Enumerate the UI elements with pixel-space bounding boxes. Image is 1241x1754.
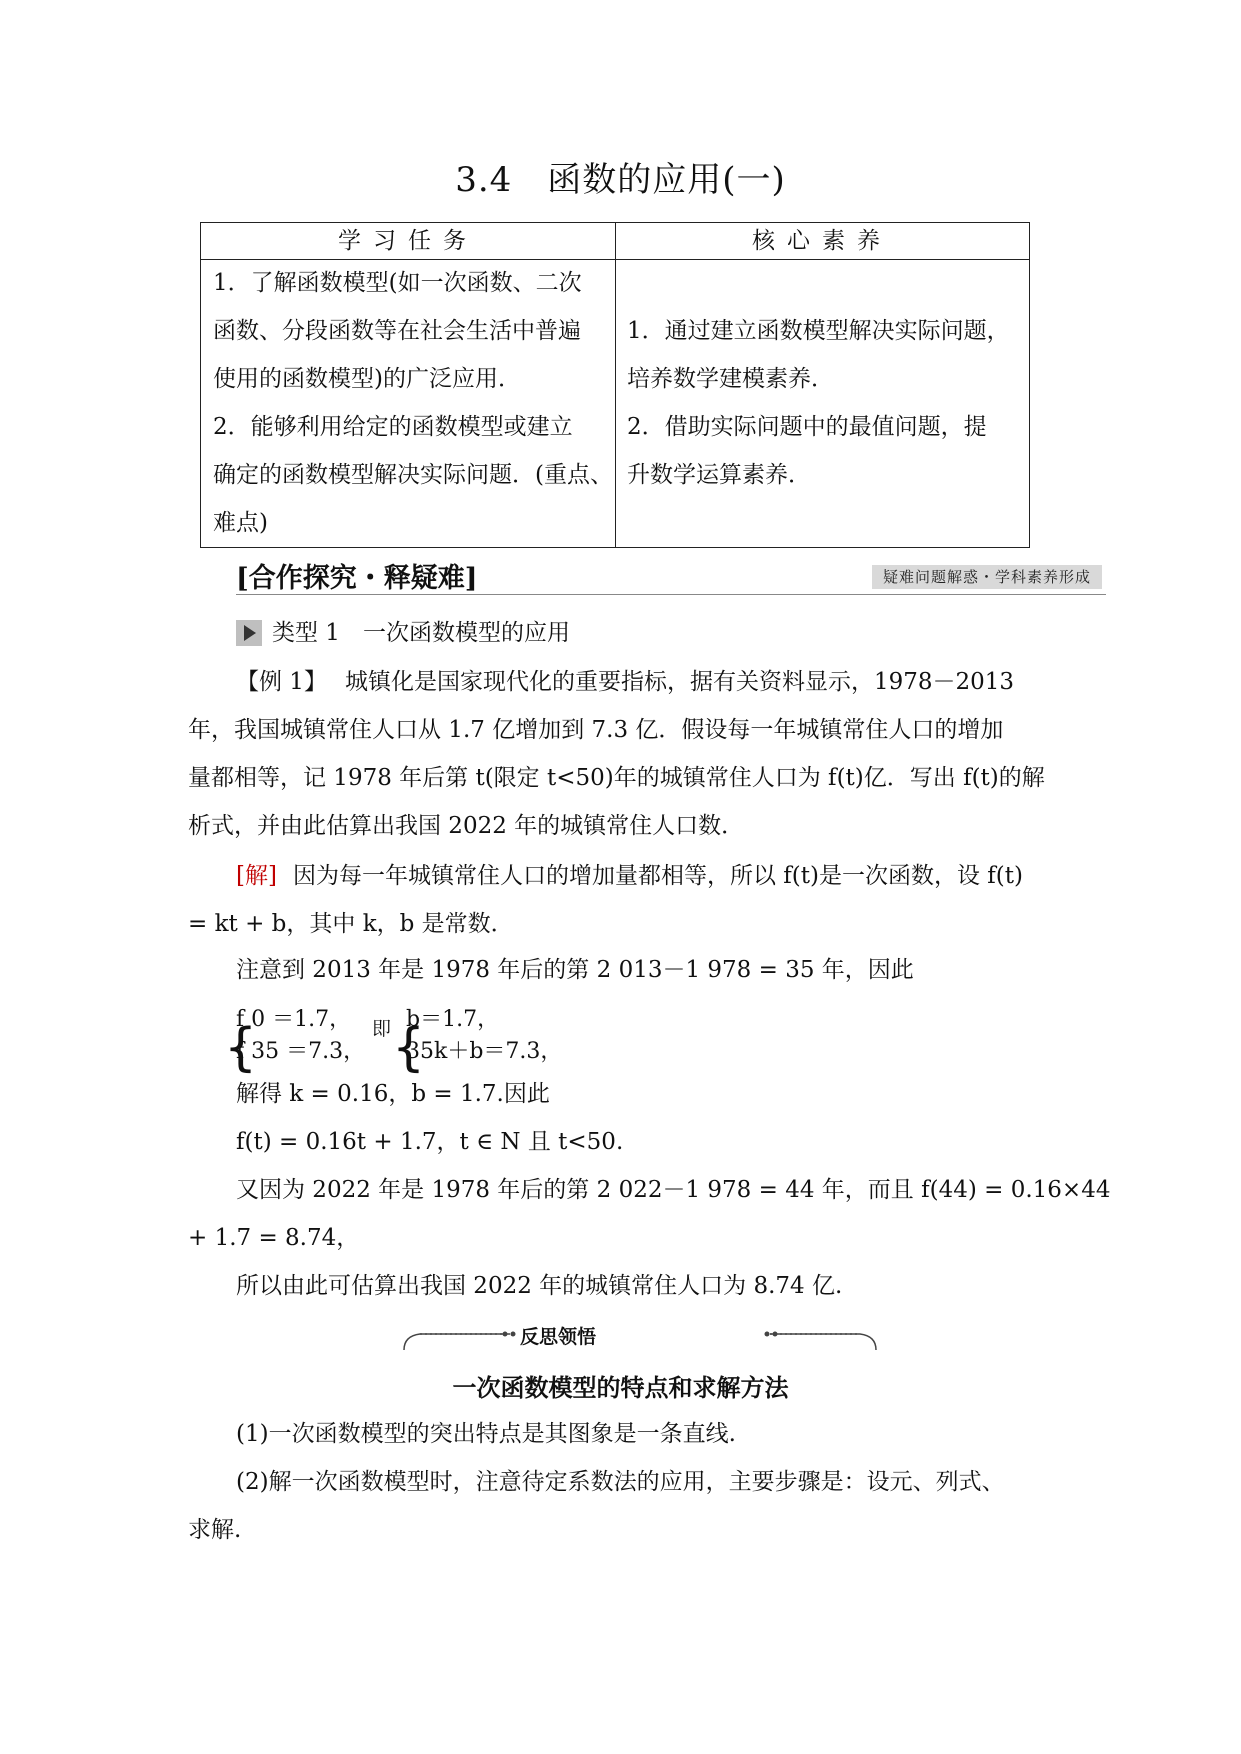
section-title: [合作探究・释疑难]	[236, 563, 478, 594]
table-divider	[615, 223, 616, 547]
section-tag: 疑难问题解惑・学科素养形成	[872, 565, 1102, 589]
solution-text: = kt + b，其中 k，b 是常数．	[188, 911, 514, 937]
table-header-literacy: 核心素养	[752, 228, 892, 254]
objectives-table	[200, 222, 1030, 548]
left-brace-2: {	[392, 1018, 426, 1078]
table-cell-line: 1．通过建立函数模型解决实际问题，	[627, 318, 1010, 344]
solution-text: 解得 k = 0.16，b = 1.7.因此	[236, 1081, 550, 1107]
solution-text: 因为每一年城镇常住人口的增加量都相等，所以 f(t)是一次函数，设 f(t)	[292, 863, 1023, 889]
example-text-line: 析式，并由此估算出我国 2022 年的城镇常住人口数．	[188, 813, 745, 839]
table-cell-line: 难点)	[213, 510, 268, 536]
system2-eq1: b＝1.7，	[406, 1007, 500, 1032]
table-cell-line: 1．了解函数模型(如一次函数、二次	[213, 270, 582, 296]
solution-first-line	[236, 852, 1023, 900]
reflect-text: (1)一次函数模型的突出特点是其图象是一条直线.	[236, 1421, 736, 1447]
page-title: 3.4 函数的应用(一)	[455, 160, 786, 200]
table-cell-line: 培养数学建模素养．	[627, 366, 834, 392]
example-text-line: 城镇化是国家现代化的重要指标，据有关资料显示，1978－2013	[344, 669, 1015, 695]
solution-text: 所以由此可估算出我国 2022 年的城镇常住人口为 8.74 亿.	[236, 1273, 843, 1299]
reflect-label: 反思领悟	[520, 1326, 597, 1348]
table-cell-line: 2．能够利用给定的函数模型或建立	[213, 414, 573, 440]
ji-label: 即	[372, 1018, 392, 1040]
system2-eq2: 35k＋b＝7.3，	[406, 1039, 563, 1064]
section-rule	[236, 594, 1106, 595]
reflect-text: 求解.	[188, 1517, 242, 1543]
type-heading	[236, 618, 570, 648]
table-cell-line: 升数学运算素养．	[627, 462, 811, 488]
example-text-line: 量都相等，记 1978 年后第 t(限定 t<50)年的城镇常住人口为 f(t)亿．写出 f(t)的解	[188, 765, 1045, 791]
table-cell-line: 使用的函数模型)的广泛应用．	[213, 366, 521, 392]
solution-text: f(t) = 0.16t + 1.7，t ∈ N 且 t<50.	[236, 1129, 624, 1155]
example-text-line: 年，我国城镇常住人口从 1.7 亿增加到 7.3 亿．假设每一年城镇常住人口的增加	[188, 717, 1004, 743]
table-cell-line: 2．借助实际问题中的最值问题，提	[627, 414, 987, 440]
play-triangle-icon	[236, 620, 262, 646]
reflect-heading: 一次函数模型的特点和求解方法	[452, 1374, 789, 1402]
left-brace-1: {	[224, 1018, 258, 1078]
solution-label: [解]	[236, 863, 277, 889]
solution-text: 注意到 2013 年是 1978 年后的第 2 013－1 978 = 35 年，因此	[236, 957, 914, 983]
reflect-text: (2)解一次函数模型时，注意待定系数法的应用，主要步骤是：设元、列式、	[236, 1469, 1005, 1495]
type-heading-text: 类型 1 一次函数模型的应用	[272, 620, 570, 646]
example-first-line	[236, 658, 1014, 706]
example-label: 【例 1】	[236, 669, 327, 695]
solution-text: 又因为 2022 年是 1978 年后的第 2 022－1 978 = 44 年，而且 f(44) = 0.16×44	[236, 1177, 1111, 1203]
reflect-divider	[400, 1318, 880, 1354]
table-header-tasks: 学习任务	[338, 228, 478, 254]
solution-text: + 1.7 = 8.74，	[188, 1225, 360, 1251]
table-cell-line: 确定的函数模型解决实际问题．(重点、	[213, 462, 613, 488]
system1-eq1: f 0 ＝1.7，	[236, 1007, 352, 1032]
table-cell-line: 函数、分段函数等在社会生活中普遍	[213, 318, 581, 344]
system1-eq2: f 35 ＝7.3，	[236, 1039, 366, 1064]
